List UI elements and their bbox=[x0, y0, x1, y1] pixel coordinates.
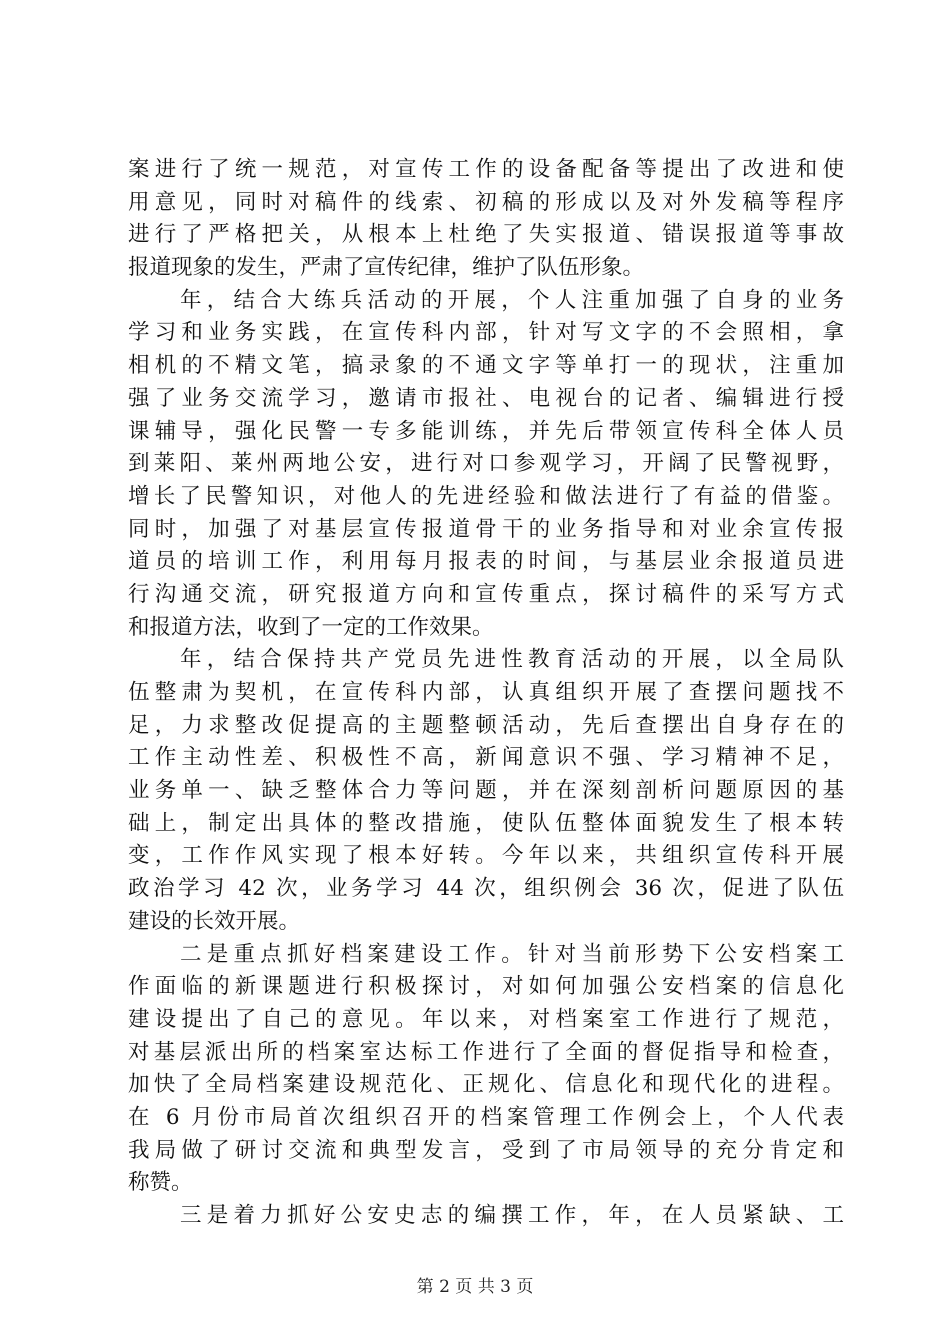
text-line: 进行了严格把关，从根本上杜绝了失实报道、错误报道等事故 bbox=[128, 222, 844, 248]
text-line: 行沟通交流，研究报道方向和宣传重点，探讨稿件的采写方式 bbox=[128, 581, 844, 607]
text-line: 建设提出了自己的意见。年以来，对档案室工作进行了规范， bbox=[128, 1006, 844, 1032]
text-line: 三是着力抓好公安史志的编撰工作，年，在人员紧缺、工 bbox=[180, 1203, 844, 1228]
text-line: 增长了民警知识，对他人的先进经验和做法进行了有益的借鉴。 bbox=[128, 483, 844, 509]
body-text bbox=[128, 154, 844, 1233]
text-line: 作面临的新课题进行积极探讨，对如何加强公安档案的信息化 bbox=[128, 974, 844, 1000]
text-line: 道员的培训工作，利用每月报表的时间，与基层业余报道员进 bbox=[128, 549, 844, 575]
text-line: 工作主动性差、积极性不高，新闻意识不强、学习精神不足， bbox=[128, 745, 844, 771]
text-line: 同时，加强了对基层宣传报道骨干的业务指导和对业余宣传报 bbox=[128, 516, 844, 542]
text-line: 加快了全局档案建设规范化、正规化、信息化和现代化的进程。 bbox=[128, 1072, 844, 1098]
text-line: 强了业务交流学习，邀请市报社、电视台的记者、编辑进行授 bbox=[128, 385, 844, 411]
text-line: 学习和业务实践，在宣传科内部，针对写文字的不会照相，拿 bbox=[128, 320, 844, 346]
text-line: 二是重点抓好档案建设工作。针对当前形势下公安档案工 bbox=[180, 941, 844, 967]
text-line: 业务单一、缺乏整体合力等问题，并在深刻剖析问题原因的基 bbox=[128, 778, 844, 804]
text-line: 对基层派出所的档案室达标工作进行了全面的督促指导和检查， bbox=[128, 1039, 844, 1065]
text-line: 我局做了研讨交流和典型发言，受到了市局领导的充分肯定和 bbox=[128, 1137, 844, 1163]
text-line: 政治学习 42 次，业务学习 44 次，组织例会 36 次，促进了队伍 bbox=[128, 876, 844, 902]
text-line: 年，结合大练兵活动的开展，个人注重加强了自身的业务 bbox=[180, 287, 844, 313]
text-line: 相机的不精文笔，搞录象的不通文字等单打一的现状，注重加 bbox=[128, 353, 844, 379]
text-line: 用意见，同时对稿件的线索、初稿的形成以及对外发稿等程序 bbox=[128, 189, 844, 215]
text-line: 年，结合保持共产党员先进性教育活动的开展，以全局队 bbox=[180, 647, 844, 673]
text-line: 在 6 月份市局首次组织召开的档案管理工作例会上，个人代表 bbox=[128, 1104, 844, 1130]
text-line: 和报道方法，收到了一定的工作效果。 bbox=[128, 614, 494, 640]
text-line: 变，工作作风实现了根本好转。今年以来，共组织宣传科开展 bbox=[128, 843, 844, 869]
text-line: 足，力求整改促提高的主题整顿活动，先后查摆出自身存在的 bbox=[128, 712, 844, 738]
text-line: 称赞。 bbox=[128, 1170, 193, 1196]
text-line: 课辅导，强化民警一专多能训练，并先后带领宣传科全体人员 bbox=[128, 418, 844, 444]
text-line: 础上，制定出具体的整改措施，使队伍整体面貌发生了根本转 bbox=[128, 810, 844, 836]
page-footer: 第 2 页 共 3 页 bbox=[416, 1277, 534, 1297]
text-line: 案进行了统一规范，对宣传工作的设备配备等提出了改进和使 bbox=[128, 157, 844, 182]
text-line: 伍整肃为契机，在宣传科内部，认真组织开展了查摆问题找不 bbox=[128, 680, 844, 705]
text-line: 建设的长效开展。 bbox=[128, 908, 301, 934]
text-line: 报道现象的发生，严肃了宣传纪律，维护了队伍形象。 bbox=[128, 255, 645, 281]
text-line: 到莱阳、莱州两地公安，进行对口参观学习，开阔了民警视野， bbox=[128, 451, 844, 477]
